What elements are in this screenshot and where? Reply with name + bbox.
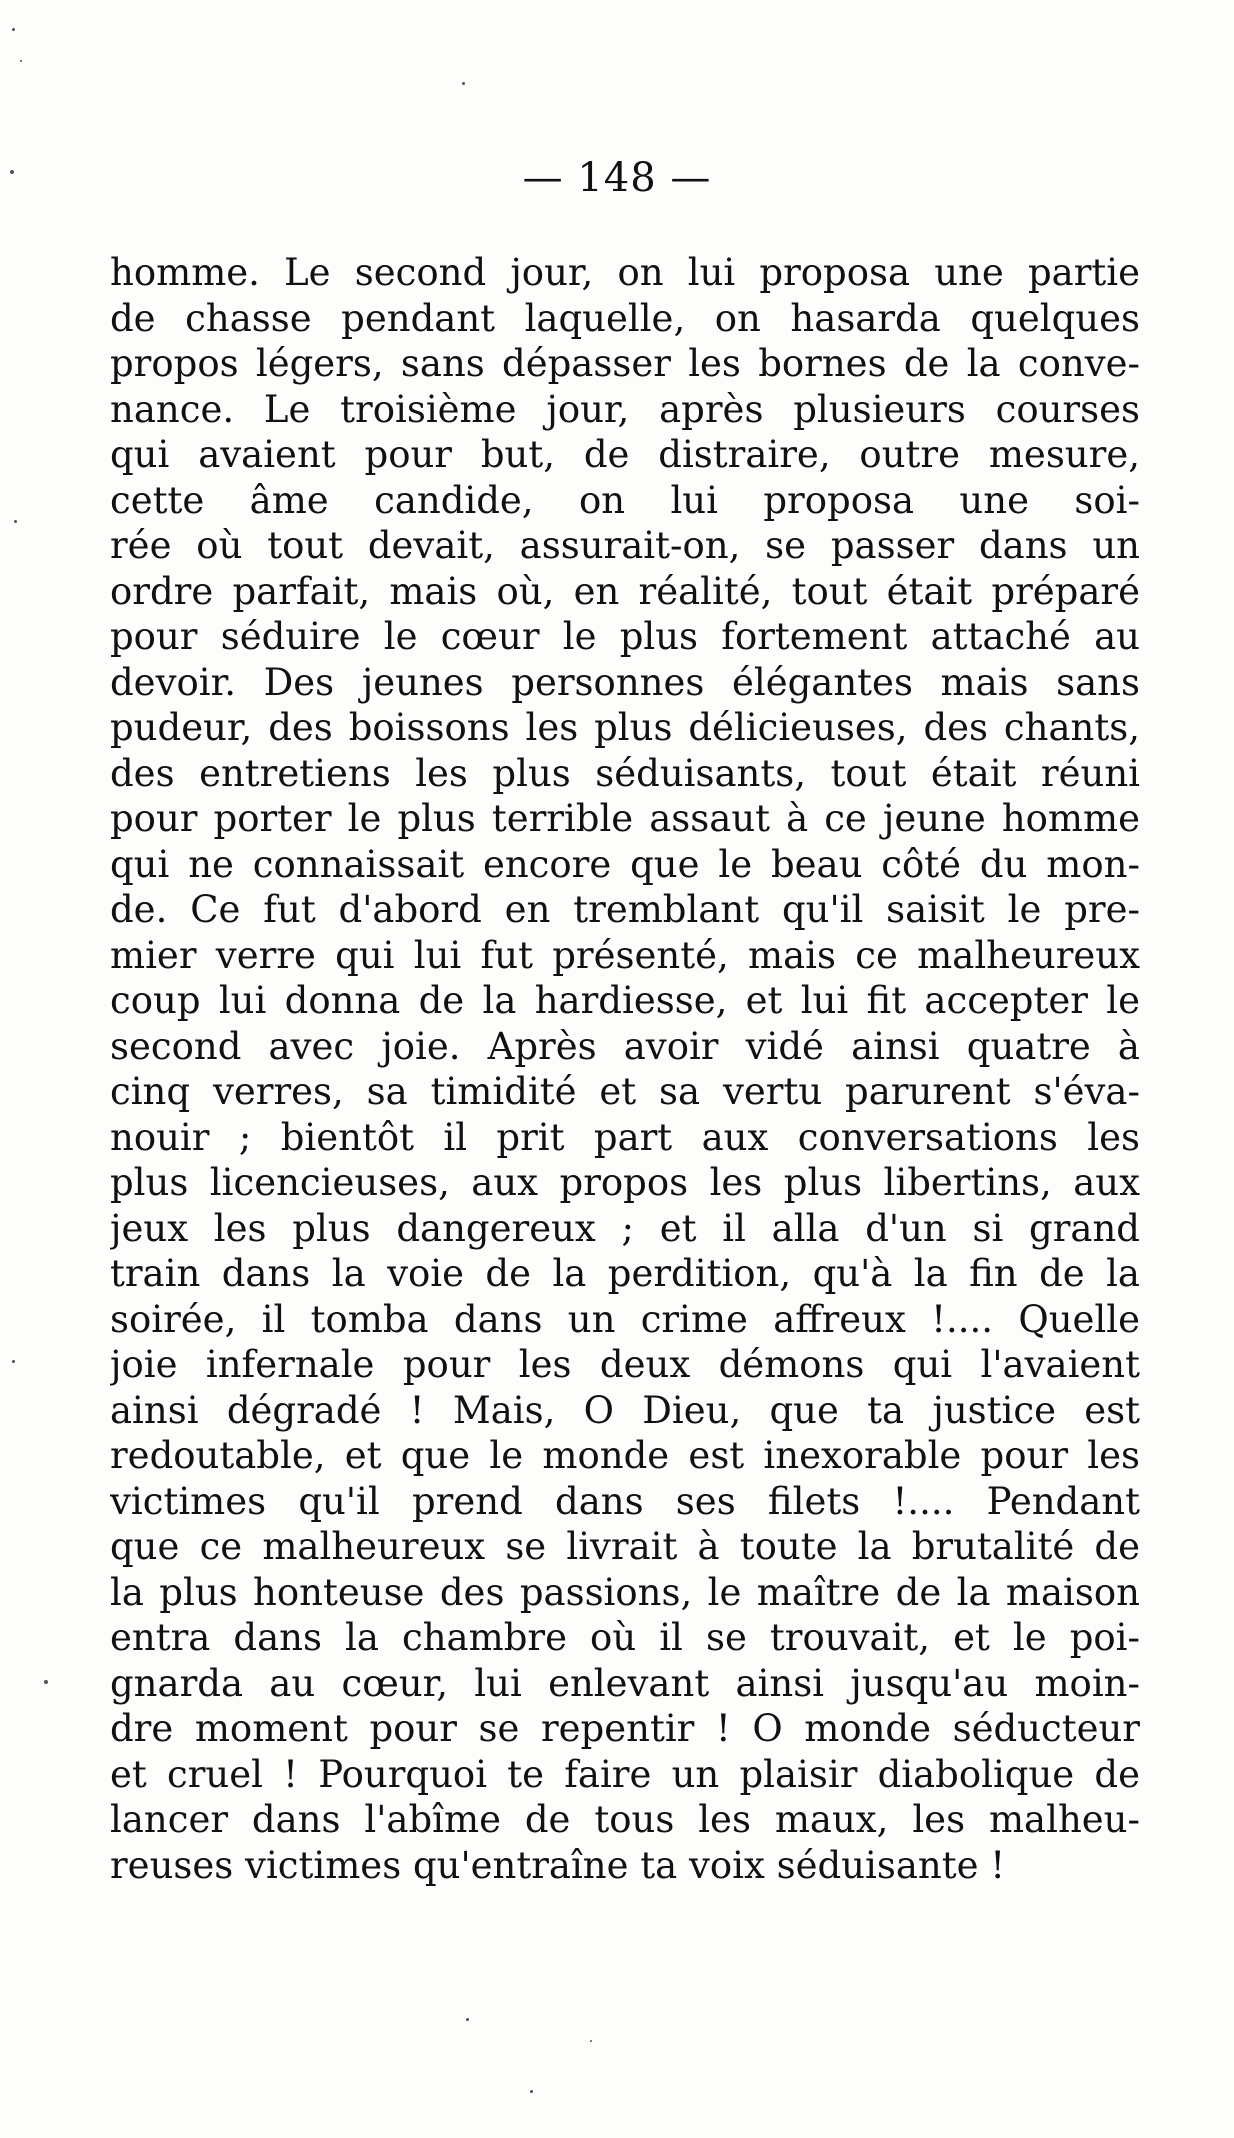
text-line: second avec joie. Après avoir vidé ainsi quatre à xyxy=(110,1024,1140,1068)
scan-speck xyxy=(590,2040,592,2042)
text-line: joie infernale pour les deux démons qui l'avaient xyxy=(110,1343,1140,1386)
text-line: mier verre qui lui fut présenté, mais ce malheureux xyxy=(110,933,1140,977)
text-line: la plus honteuse des passions, le maître de la maison xyxy=(110,1570,1140,1614)
text-line: nance. Le troisième jour, après plusieurs courses xyxy=(110,387,1140,431)
text-line: train dans la voie de la perdition, qu'à la fin de la xyxy=(110,1252,1140,1295)
scan-speck xyxy=(12,28,15,31)
text-line: reuses victimes qu'entraîne ta voix séduisante ! xyxy=(110,1843,1006,1887)
text-line: victimes qu'il prend dans ses filets !.... Pendant xyxy=(110,1479,1140,1523)
text-line: coup lui donna de la hardiesse, et lui fit accepter le xyxy=(110,979,1140,1022)
text-line: que ce malheureux se livrait à toute la brutalité de xyxy=(110,1525,1140,1568)
text-line: dre moment pour se repentir ! O monde séducteur xyxy=(110,1707,1140,1750)
text-line: propos légers, sans dépasser les bornes de la conve- xyxy=(110,342,1140,385)
text-line: qui avaient pour but, de distraire, outre mesure, xyxy=(110,433,1140,476)
scan-speck xyxy=(466,2018,469,2021)
text-line: pour porter le plus terrible assaut à ce jeune homme xyxy=(110,797,1140,840)
text-line: de chasse pendant laquelle, on hasarda quelques xyxy=(110,296,1140,340)
text-line: entra dans la chambre où il se trouvait, et le poi- xyxy=(110,1616,1140,1659)
text-line: nouir ; bientôt il prit part aux conversations les xyxy=(110,1115,1140,1159)
text-line: des entretiens les plus séduisants, tout était réuni xyxy=(110,751,1140,795)
scan-speck xyxy=(462,82,465,85)
text-line: lancer dans l'abîme de tous les maux, les malheu- xyxy=(110,1798,1140,1841)
scan-speck xyxy=(530,2090,533,2093)
text-line: qui ne connaissait encore que le beau côté du mon- xyxy=(110,842,1140,886)
text-line: cette âme candide, on lui proposa une soi- xyxy=(110,478,1140,522)
text-line: rée où tout devait, assurait-on, se passer dans un xyxy=(110,524,1140,567)
text-line: plus licencieuses, aux propos les plus libertins, aux xyxy=(110,1161,1140,1204)
scan-speck xyxy=(10,170,14,174)
scan-speck xyxy=(20,60,22,62)
text-line: devoir. Des jeunes personnes élégantes mais sans xyxy=(110,660,1140,704)
text-line: redoutable, et que le monde est inexorable pour les xyxy=(110,1434,1140,1477)
scan-speck xyxy=(14,520,17,523)
text-line: jeux les plus dangereux ; et il alla d'un si grand xyxy=(110,1206,1140,1250)
text-line: soirée, il tomba dans un crime affreux !.... Quelle xyxy=(110,1297,1140,1341)
text-line: gnarda au cœur, lui enlevant ainsi jusqu'au moin- xyxy=(110,1661,1140,1705)
text-line: ainsi dégradé ! Mais, O Dieu, que ta justice est xyxy=(110,1388,1140,1432)
scan-speck xyxy=(44,1680,48,1684)
text-line: de. Ce fut d'abord en tremblant qu'il saisit le pre- xyxy=(110,888,1140,931)
text-line: pudeur, des boissons les plus délicieuses, des chants, xyxy=(110,706,1140,749)
page-number: — 148 — xyxy=(522,155,712,201)
text-line: cinq verres, sa timidité et sa vertu parurent s'éva- xyxy=(110,1070,1140,1113)
text-line: ordre parfait, mais où, en réalité, tout était préparé xyxy=(110,569,1140,613)
text-line: et cruel ! Pourquoi te faire un plaisir diabolique de xyxy=(110,1752,1140,1796)
text-line: pour séduire le cœur le plus fortement attaché au xyxy=(110,615,1140,658)
text-line: homme. Le second jour, on lui proposa une partie xyxy=(110,251,1140,294)
scan-speck xyxy=(12,1360,15,1363)
body-text xyxy=(110,250,1140,2030)
